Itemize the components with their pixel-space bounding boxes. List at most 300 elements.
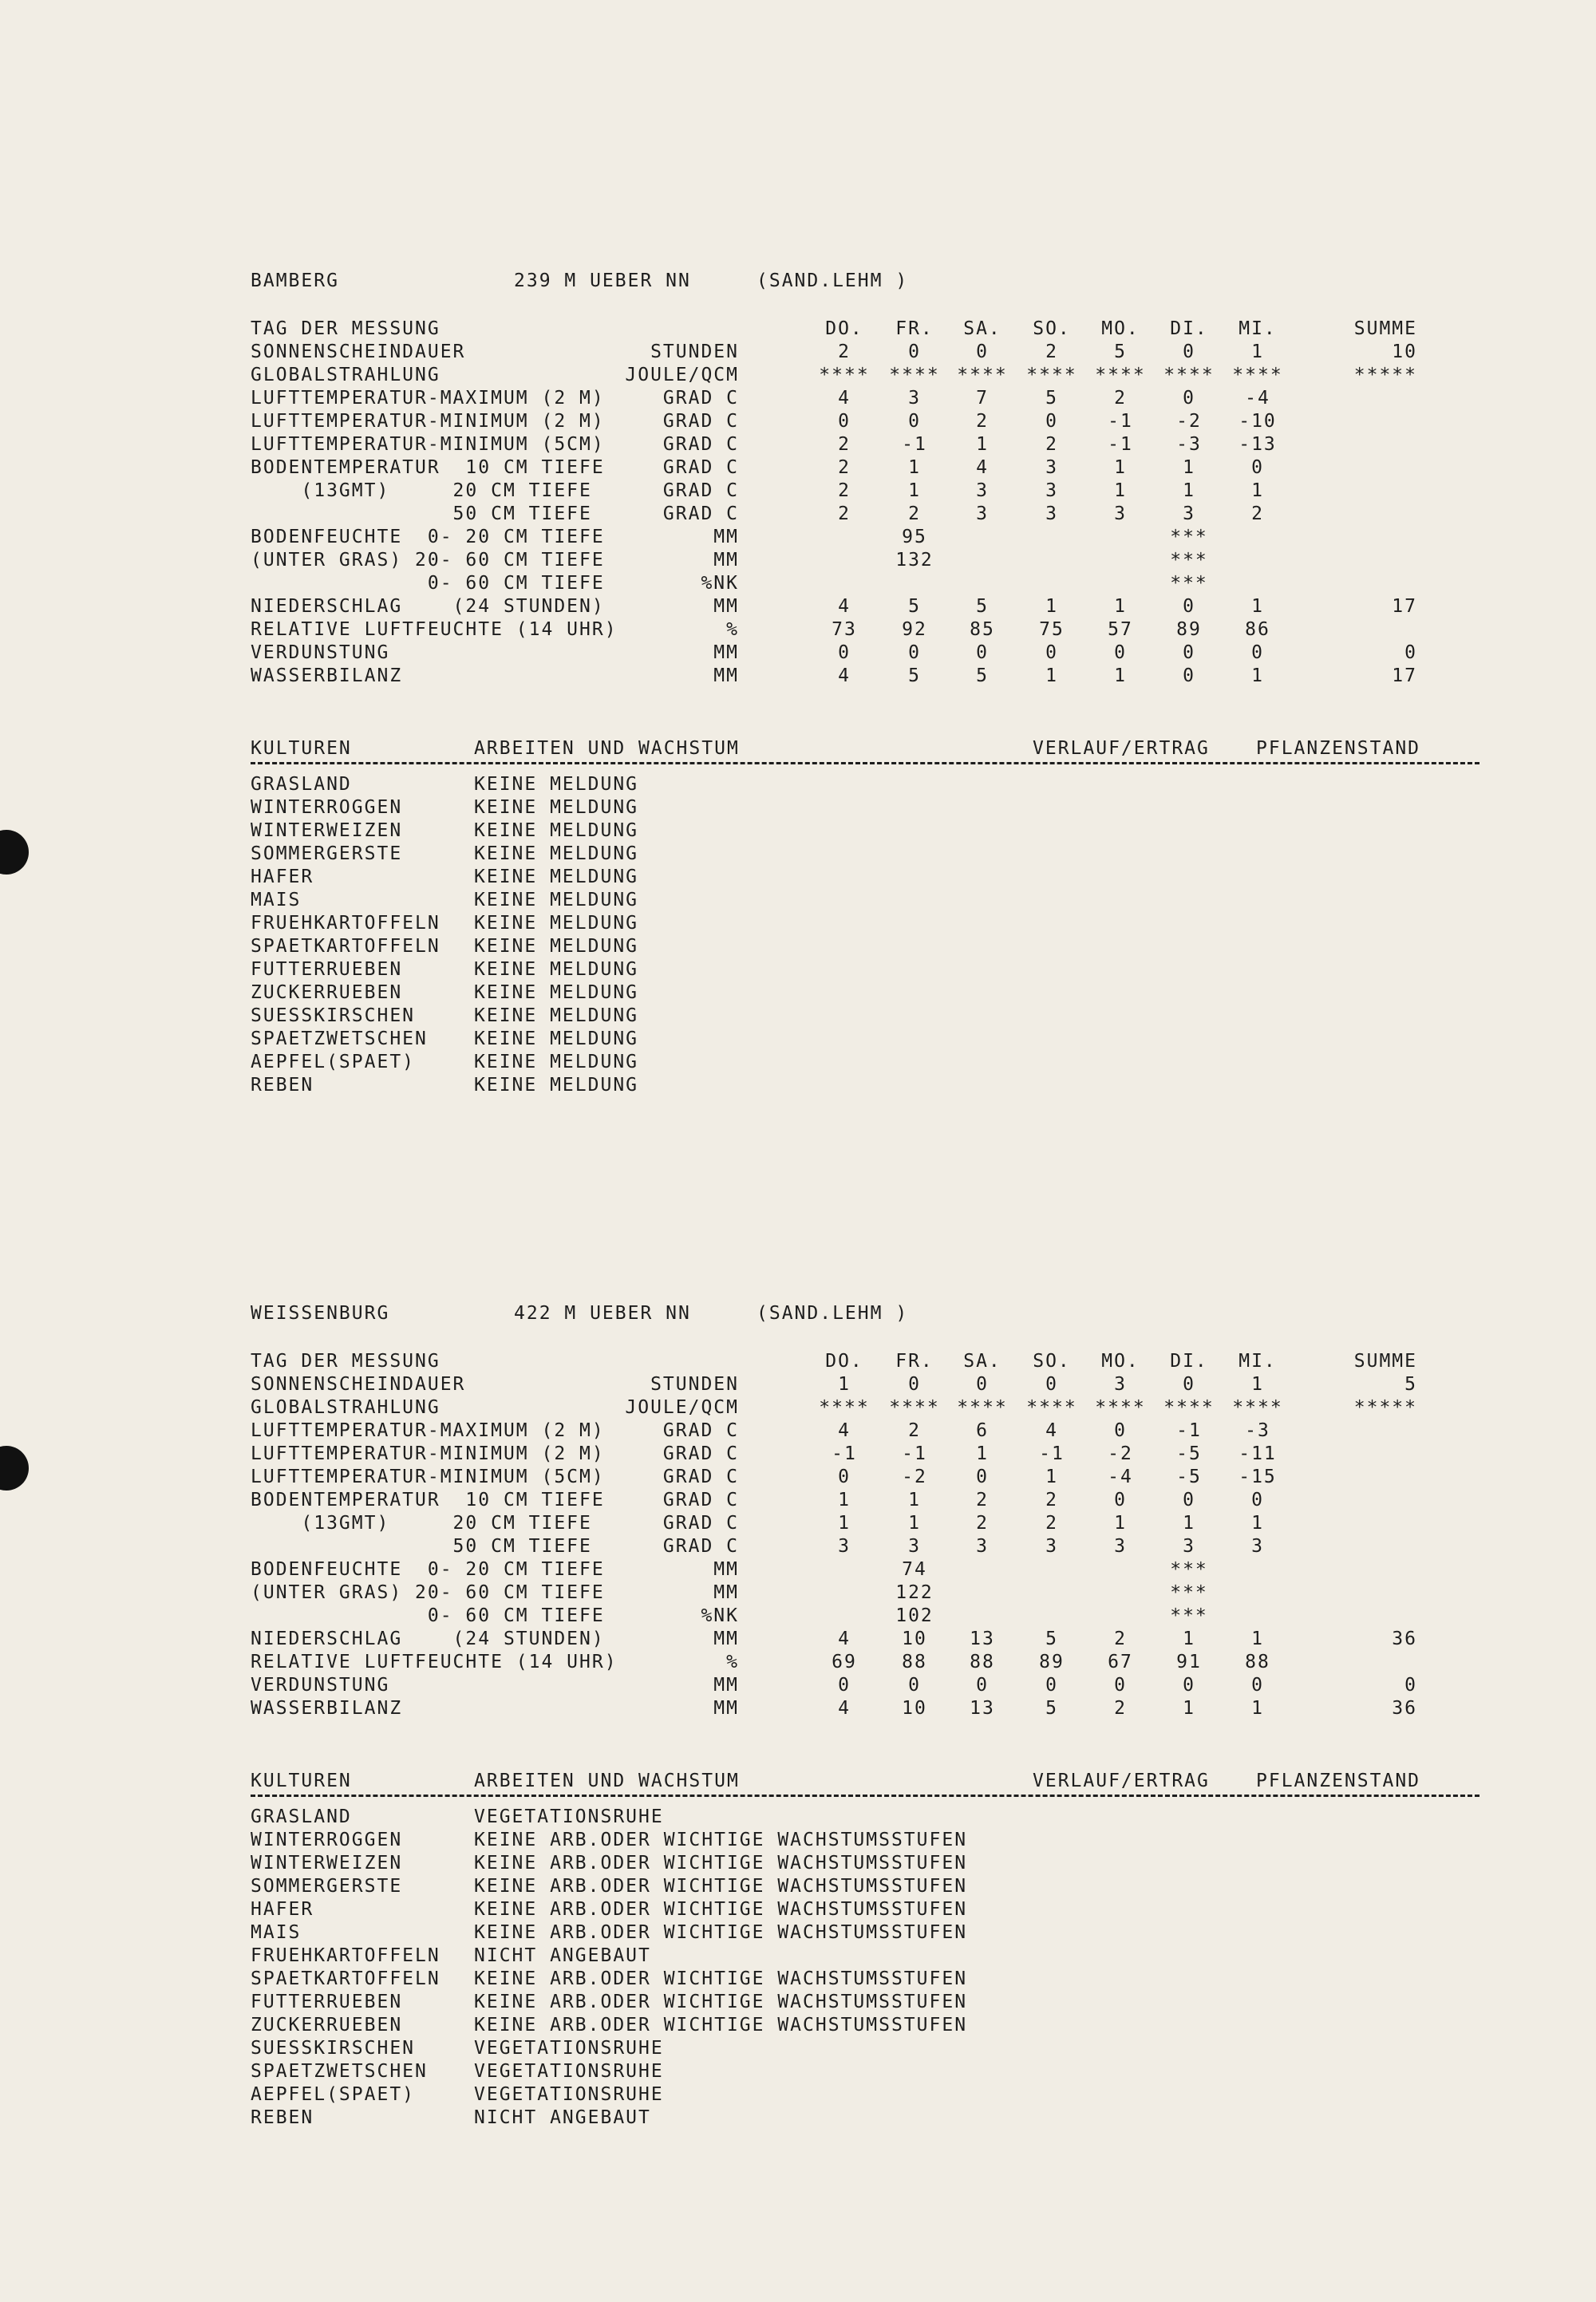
crop-status: KEINE MELDUNG (474, 1029, 639, 1049)
table-cell: 102 (895, 1605, 934, 1626)
crop-status: KEINE ARB.ODER WICHTIGE WACHSTUMSSTUFEN (474, 1899, 968, 1920)
table-cell: 86 (1245, 619, 1270, 640)
row-label: LUFTTEMPERATUR-MINIMUM (2 M) (251, 1443, 605, 1464)
row-label: (UNTER GRAS) 20- 60 CM TIEFE (251, 1582, 605, 1603)
table-cell: 0 (908, 1374, 921, 1395)
row-unit: GRAD C (662, 411, 739, 432)
row-label: GLOBALSTRAHLUNG (251, 1397, 440, 1418)
table-cell: 3 (1183, 503, 1195, 524)
table-cell: 0 (976, 1675, 989, 1696)
table-cell: 1 (976, 434, 989, 455)
crop-name: SUESSKIRSCHEN (251, 1005, 416, 1026)
crop-status: VEGETATIONSRUHE (474, 2061, 664, 2082)
row-unit: %NK (701, 573, 739, 594)
table-cell: 0 (1045, 1675, 1058, 1696)
crop-name: MAIS (251, 1922, 302, 1943)
table-cell: 2 (838, 480, 851, 501)
table-cell: -1 (902, 434, 927, 455)
table-cell: **** (819, 1397, 870, 1418)
table-cell: 1 (908, 1513, 921, 1534)
table-cell: 0 (908, 342, 921, 362)
row-label: RELATIVE LUFTFEUCHTE (14 UHR) (251, 1652, 618, 1672)
row-unit: JOULE/QCM (625, 1397, 739, 1418)
table-cell: 4 (838, 665, 851, 686)
table-cell: 10 (902, 1629, 927, 1649)
table-cell: **** (1232, 365, 1283, 385)
crop-status: KEINE ARB.ODER WICHTIGE WACHSTUMSSTUFEN (474, 1992, 968, 2012)
sum-header: SUMME (1353, 318, 1417, 339)
table-cell: 1 (1183, 1698, 1195, 1719)
crops-header-kulturen: KULTUREN (251, 738, 352, 759)
row-label: BODENTEMPERATUR 10 CM TIEFE (251, 1490, 605, 1510)
table-cell: **** (1095, 1397, 1146, 1418)
table-cell: -2 (1176, 411, 1202, 432)
table-cell: 3 (1183, 1536, 1195, 1557)
day-header: DO. (825, 318, 863, 339)
crops-header-arbeiten: ARBEITEN UND WACHSTUM (474, 738, 740, 759)
table-cell: 73 (832, 619, 857, 640)
table-cell: 2 (908, 1420, 921, 1441)
row-unit: MM (713, 1698, 739, 1719)
table-cell: 1 (908, 1490, 921, 1510)
table-cell: 75 (1039, 619, 1065, 640)
row-unit: MM (713, 1582, 739, 1603)
table-cell: 1 (1114, 457, 1127, 478)
row-unit: GRAD C (662, 503, 739, 524)
table-cell: 0 (908, 642, 921, 663)
crop-name: SOMMERGERSTE (251, 1876, 403, 1897)
table-cell: -5 (1176, 1443, 1202, 1464)
crop-status: KEINE MELDUNG (474, 1075, 639, 1096)
table-cell: 5 (1114, 342, 1127, 362)
crop-name: HAFER (251, 867, 314, 887)
table-cell: **** (1232, 1397, 1283, 1418)
table-cell: 0 (1183, 596, 1195, 617)
table-cell: 1 (1251, 480, 1264, 501)
table-cell: 1 (838, 1490, 851, 1510)
table-cell: 13 (970, 1698, 995, 1719)
table-cell: 1 (1251, 1513, 1264, 1534)
table-cell: 1 (1251, 596, 1264, 617)
crops-header-pflanzen: PFLANZENSTAND (1256, 738, 1421, 759)
table-cell: 2 (976, 411, 989, 432)
table-cell: 5 (908, 665, 921, 686)
table-cell: 0 (1183, 642, 1195, 663)
table-cell: 2 (1114, 1629, 1127, 1649)
table-cell: 1 (838, 1513, 851, 1534)
table-cell: 4 (838, 596, 851, 617)
crop-name: GRASLAND (251, 1806, 352, 1827)
table-cell: 3 (838, 1536, 851, 1557)
table-cell: 3 (908, 1536, 921, 1557)
crop-status: KEINE ARB.ODER WICHTIGE WACHSTUMSSTUFEN (474, 1968, 968, 1989)
crop-name: REBEN (251, 2107, 314, 2128)
table-cell: 67 (1108, 1652, 1133, 1672)
table-cell: -1 (1039, 1443, 1065, 1464)
table-cell: 57 (1108, 619, 1133, 640)
row-unit: MM (713, 550, 739, 571)
row-label: BODENFEUCHTE 0- 20 CM TIEFE (251, 1559, 605, 1580)
table-cell: 91 (1176, 1652, 1202, 1672)
day-header: MI. (1238, 1351, 1277, 1372)
table-cell: 0 (1045, 411, 1058, 432)
table-cell: 1 (1251, 342, 1264, 362)
table-cell: 3 (1045, 457, 1058, 478)
table-cell: -1 (832, 1443, 857, 1464)
day-header: FR. (895, 318, 934, 339)
row-unit: GRAD C (662, 388, 739, 409)
table-cell: 3 (1045, 503, 1058, 524)
day-header: SA. (963, 1351, 1001, 1372)
table-cell: 5 (976, 596, 989, 617)
crop-name: MAIS (251, 890, 302, 910)
dashed-separator (251, 762, 1479, 764)
day-header: MO. (1101, 318, 1140, 339)
row-unit: GRAD C (662, 1420, 739, 1441)
row-unit: GRAD C (662, 457, 739, 478)
row-unit: STUNDEN (650, 1374, 739, 1395)
day-header: FR. (895, 1351, 934, 1372)
row-unit: GRAD C (662, 1513, 739, 1534)
table-cell: 0 (976, 1374, 989, 1395)
table-cell: 5 (976, 665, 989, 686)
table-cell: 3 (1045, 480, 1058, 501)
table-cell: 95 (902, 527, 927, 547)
table-cell: *** (1170, 573, 1208, 594)
table-cell: 1 (1045, 665, 1058, 686)
table-cell: -5 (1176, 1467, 1202, 1487)
table-cell: 88 (1245, 1652, 1270, 1672)
punch-hole (0, 830, 29, 875)
crop-name: FUTTERRUEBEN (251, 1992, 403, 2012)
table-cell: -15 (1238, 1467, 1277, 1487)
row-label: LUFTTEMPERATUR-MAXIMUM (2 M) (251, 388, 605, 409)
table-cell: 0 (1183, 342, 1195, 362)
day-header: DO. (825, 1351, 863, 1372)
row-label: GLOBALSTRAHLUNG (251, 365, 440, 385)
crop-status: KEINE MELDUNG (474, 797, 639, 818)
crop-status: KEINE ARB.ODER WICHTIGE WACHSTUMSSTUFEN (474, 1876, 968, 1897)
table-cell: -1 (1108, 434, 1133, 455)
table-cell: 5 (1045, 1629, 1058, 1649)
table-cell: 1 (1251, 1629, 1264, 1649)
table-cell: 0 (1114, 642, 1127, 663)
crop-status: VEGETATIONSRUHE (474, 2084, 664, 2105)
table-cell: 6 (976, 1420, 989, 1441)
table-cell: *** (1170, 1605, 1208, 1626)
row-unit: GRAD C (662, 1536, 739, 1557)
table-cell: 0 (1251, 1675, 1264, 1696)
table-cell: 1 (1183, 457, 1195, 478)
table-cell: -1 (1108, 411, 1133, 432)
table-cell: 7 (976, 388, 989, 409)
crop-name: WINTERWEIZEN (251, 1853, 403, 1874)
crop-status: KEINE MELDUNG (474, 1005, 639, 1026)
table-cell: 85 (970, 619, 995, 640)
day-header: SA. (963, 318, 1001, 339)
table-cell: 0 (1251, 457, 1264, 478)
row-label: 0- 60 CM TIEFE (251, 573, 605, 594)
table-cell: 0 (976, 1467, 989, 1487)
row-label: 0- 60 CM TIEFE (251, 1605, 605, 1626)
table-cell: -1 (902, 1443, 927, 1464)
table-cell: *** (1170, 527, 1208, 547)
row-sum: 36 (1392, 1629, 1417, 1649)
table-cell: 0 (1183, 1374, 1195, 1395)
table-cell: 1 (1251, 665, 1264, 686)
punch-hole (0, 1446, 29, 1491)
table-cell: 2 (838, 457, 851, 478)
row-unit: MM (713, 1559, 739, 1580)
table-cell: 1 (908, 480, 921, 501)
row-sum: ***** (1353, 365, 1417, 385)
row-label: WASSERBILANZ (251, 665, 403, 686)
table-cell: 2 (838, 342, 851, 362)
table-cell: 1 (976, 1443, 989, 1464)
crop-name: AEPFEL(SPAET) (251, 2084, 416, 2105)
table-cell: 5 (908, 596, 921, 617)
station-elevation: 422 M UEBER NN (514, 1303, 691, 1324)
row-unit: JOULE/QCM (625, 365, 739, 385)
table-cell: 1 (1045, 1467, 1058, 1487)
row-sum: ***** (1353, 1397, 1417, 1418)
row-unit: MM (713, 527, 739, 547)
table-cell: **** (1163, 1397, 1215, 1418)
crop-status: KEINE MELDUNG (474, 913, 639, 934)
crop-status: KEINE MELDUNG (474, 890, 639, 910)
table-cell: 132 (895, 550, 934, 571)
table-cell: 0 (1183, 388, 1195, 409)
table-cell: 2 (838, 434, 851, 455)
day-header: MO. (1101, 1351, 1140, 1372)
crop-status: KEINE MELDUNG (474, 936, 639, 957)
table-cell: 88 (970, 1652, 995, 1672)
table-cell: 1 (1251, 1698, 1264, 1719)
crops-header-pflanzen: PFLANZENSTAND (1256, 1771, 1421, 1791)
row-unit: % (726, 619, 739, 640)
table-cell: 1 (838, 1374, 851, 1395)
table-cell: 3 (1045, 1536, 1058, 1557)
table-cell: **** (957, 1397, 1008, 1418)
table-cell: **** (1163, 365, 1215, 385)
table-cell: 1 (1251, 1374, 1264, 1395)
crop-name: WINTERROGGEN (251, 797, 403, 818)
crop-name: HAFER (251, 1899, 314, 1920)
table-cell: 2 (1114, 388, 1127, 409)
row-unit: MM (713, 1629, 739, 1649)
day-header: SO. (1033, 1351, 1071, 1372)
table-cell: 4 (838, 1420, 851, 1441)
day-header: DI. (1170, 318, 1208, 339)
row-unit: % (726, 1652, 739, 1672)
station-elevation: 239 M UEBER NN (514, 270, 691, 291)
table-cell: -3 (1176, 434, 1202, 455)
table-cell: 2 (1045, 434, 1058, 455)
day-header: DI. (1170, 1351, 1208, 1372)
crop-status: VEGETATIONSRUHE (474, 1806, 664, 1827)
table-cell: -11 (1238, 1443, 1277, 1464)
table-cell: 1 (1183, 1629, 1195, 1649)
table-cell: 89 (1176, 619, 1202, 640)
day-header: SO. (1033, 318, 1071, 339)
table-cell: 2 (1114, 1698, 1127, 1719)
table-cell: **** (889, 1397, 940, 1418)
table-cell: 4 (838, 1698, 851, 1719)
table-cell: 88 (902, 1652, 927, 1672)
crop-status: KEINE ARB.ODER WICHTIGE WACHSTUMSSTUFEN (474, 2015, 968, 2035)
crop-name: SOMMERGERSTE (251, 843, 403, 864)
row-label: RELATIVE LUFTFEUCHTE (14 UHR) (251, 619, 618, 640)
table-cell: 10 (902, 1698, 927, 1719)
table-cell: 5 (1045, 388, 1058, 409)
row-label: (UNTER GRAS) 20- 60 CM TIEFE (251, 550, 605, 571)
table-cell: 0 (1251, 1490, 1264, 1510)
crop-status: KEINE MELDUNG (474, 1052, 639, 1072)
table-cell: 0 (838, 642, 851, 663)
row-label: TAG DER MESSUNG (251, 318, 440, 339)
row-label: (13GMT) 20 CM TIEFE (251, 480, 592, 501)
table-cell: 0 (1114, 1675, 1127, 1696)
table-cell: *** (1170, 1559, 1208, 1580)
table-cell: 2 (838, 503, 851, 524)
row-sum: 0 (1404, 642, 1417, 663)
row-label: TAG DER MESSUNG (251, 1351, 440, 1372)
table-cell: 0 (908, 411, 921, 432)
crops-header-verlauf: VERLAUF/ERTRAG (1033, 738, 1210, 759)
table-cell: 0 (908, 1675, 921, 1696)
crop-name: AEPFEL(SPAET) (251, 1052, 416, 1072)
crop-name: WINTERWEIZEN (251, 820, 403, 841)
table-cell: 2 (908, 503, 921, 524)
table-cell: 0 (1045, 1374, 1058, 1395)
table-cell: 89 (1039, 1652, 1065, 1672)
crop-name: WINTERROGGEN (251, 1830, 403, 1850)
crop-name: SPAETKARTOFFELN (251, 1968, 440, 1989)
crop-name: FRUEHKARTOFFELN (251, 913, 440, 934)
row-label: 50 CM TIEFE (251, 1536, 592, 1557)
station-name: BAMBERG (251, 270, 339, 291)
table-cell: *** (1170, 1582, 1208, 1603)
row-unit: MM (713, 665, 739, 686)
table-cell: 3 (1114, 503, 1127, 524)
table-cell: 1 (1183, 480, 1195, 501)
table-cell: 0 (838, 1467, 851, 1487)
row-unit: STUNDEN (650, 342, 739, 362)
table-cell: *** (1170, 550, 1208, 571)
crop-status: KEINE ARB.ODER WICHTIGE WACHSTUMSSTUFEN (474, 1853, 968, 1874)
crop-status: NICHT ANGEBAUT (474, 2107, 651, 2128)
crop-name: FRUEHKARTOFFELN (251, 1945, 440, 1966)
table-cell: 3 (976, 480, 989, 501)
row-unit: GRAD C (662, 1467, 739, 1487)
table-cell: **** (1026, 1397, 1077, 1418)
table-cell: 2 (976, 1513, 989, 1534)
table-cell: 0 (1183, 1490, 1195, 1510)
table-cell: 1 (1114, 480, 1127, 501)
table-cell: **** (819, 365, 870, 385)
table-cell: 4 (976, 457, 989, 478)
table-cell: 3 (1114, 1536, 1127, 1557)
table-cell: -2 (902, 1467, 927, 1487)
table-cell: 0 (1114, 1420, 1127, 1441)
row-unit: MM (713, 642, 739, 663)
row-sum: 36 (1392, 1698, 1417, 1719)
crop-status: KEINE MELDUNG (474, 959, 639, 980)
table-cell: 92 (902, 619, 927, 640)
table-cell: 0 (838, 411, 851, 432)
row-label: (13GMT) 20 CM TIEFE (251, 1513, 592, 1534)
crops-header-arbeiten: ARBEITEN UND WACHSTUM (474, 1771, 740, 1791)
row-label: VERDUNSTUNG (251, 1675, 390, 1696)
row-sum: 5 (1404, 1374, 1417, 1395)
row-unit: GRAD C (662, 1490, 739, 1510)
dashed-separator (251, 1795, 1479, 1797)
table-cell: 1 (1114, 596, 1127, 617)
table-cell: -4 (1108, 1467, 1133, 1487)
table-cell: -1 (1176, 1420, 1202, 1441)
table-cell: 74 (902, 1559, 927, 1580)
row-sum: 17 (1392, 665, 1417, 686)
table-cell: 0 (976, 642, 989, 663)
crops-header-verlauf: VERLAUF/ERTRAG (1033, 1771, 1210, 1791)
table-cell: 0 (1183, 665, 1195, 686)
row-unit: MM (713, 1675, 739, 1696)
table-cell: 69 (832, 1652, 857, 1672)
crop-status: NICHT ANGEBAUT (474, 1945, 651, 1966)
row-unit: GRAD C (662, 1443, 739, 1464)
row-label: BODENFEUCHTE 0- 20 CM TIEFE (251, 527, 605, 547)
crop-status: VEGETATIONSRUHE (474, 2038, 664, 2059)
sum-header: SUMME (1353, 1351, 1417, 1372)
row-label: NIEDERSCHLAG (24 STUNDEN) (251, 596, 605, 617)
row-label: LUFTTEMPERATUR-MINIMUM (5CM) (251, 434, 605, 455)
table-cell: 0 (1114, 1490, 1127, 1510)
row-sum: 10 (1392, 342, 1417, 362)
table-cell: 2 (1045, 1490, 1058, 1510)
row-unit: MM (713, 596, 739, 617)
table-cell: 3 (976, 503, 989, 524)
crop-status: KEINE ARB.ODER WICHTIGE WACHSTUMSSTUFEN (474, 1922, 968, 1943)
table-cell: **** (1095, 365, 1146, 385)
crop-status: KEINE ARB.ODER WICHTIGE WACHSTUMSSTUFEN (474, 1830, 968, 1850)
table-cell: 122 (895, 1582, 934, 1603)
crop-status: KEINE MELDUNG (474, 820, 639, 841)
station-name: WEISSENBURG (251, 1303, 390, 1324)
table-cell: -3 (1245, 1420, 1270, 1441)
crop-name: FUTTERRUEBEN (251, 959, 403, 980)
crop-name: GRASLAND (251, 774, 352, 795)
table-cell: 0 (976, 342, 989, 362)
crop-name: REBEN (251, 1075, 314, 1096)
table-cell: 3 (976, 1536, 989, 1557)
row-label: LUFTTEMPERATUR-MINIMUM (2 M) (251, 411, 605, 432)
station-soil: (SAND.LEHM ) (757, 1303, 909, 1324)
row-sum: 17 (1392, 596, 1417, 617)
row-unit: GRAD C (662, 434, 739, 455)
crop-status: KEINE MELDUNG (474, 774, 639, 795)
row-label: WASSERBILANZ (251, 1698, 403, 1719)
table-cell: 3 (908, 388, 921, 409)
table-cell: **** (889, 365, 940, 385)
row-label: BODENTEMPERATUR 10 CM TIEFE (251, 457, 605, 478)
table-cell: 13 (970, 1629, 995, 1649)
crop-status: KEINE MELDUNG (474, 867, 639, 887)
crop-status: KEINE MELDUNG (474, 982, 639, 1003)
row-sum: 0 (1404, 1675, 1417, 1696)
table-cell: 0 (838, 1675, 851, 1696)
crop-name: ZUCKERRUEBEN (251, 982, 403, 1003)
row-label: NIEDERSCHLAG (24 STUNDEN) (251, 1629, 605, 1649)
